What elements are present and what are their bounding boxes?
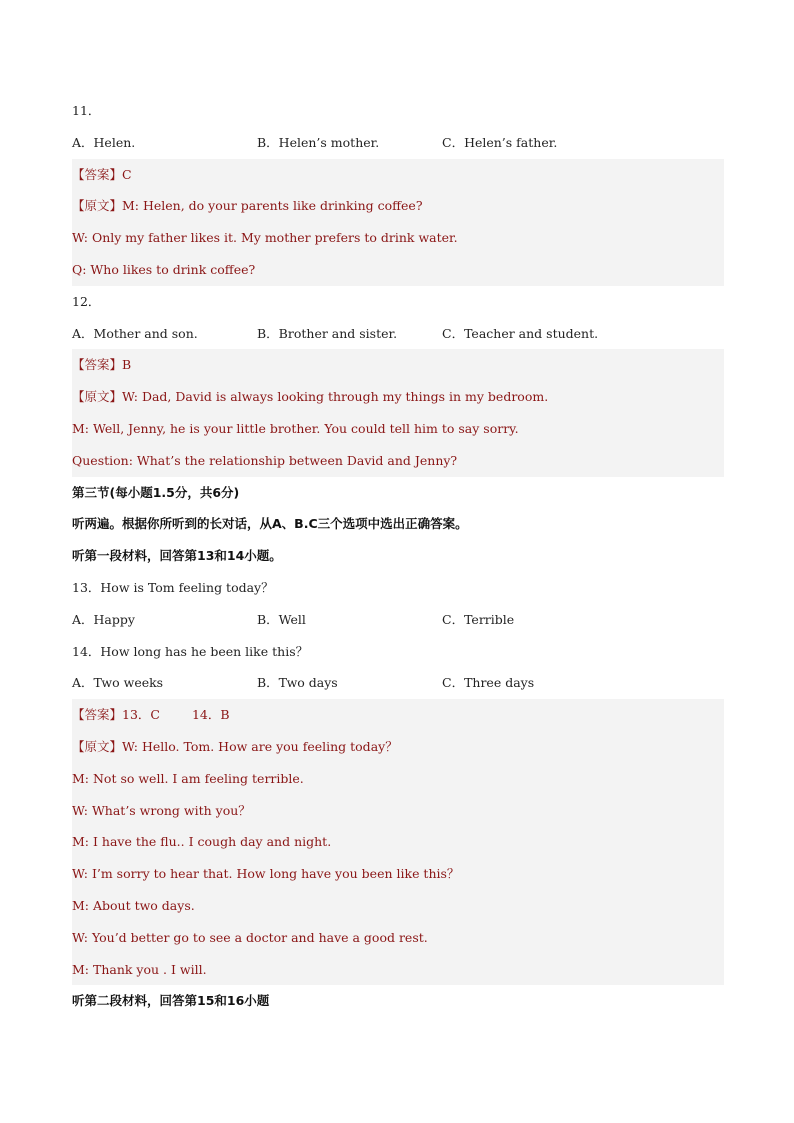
- transcript-line: M: Thank you . I will.: [72, 954, 724, 986]
- question-14: 14．How long has he been like this？: [72, 643, 309, 659]
- answer-14: 14．B: [191, 707, 230, 723]
- material-2-heading: 听第二段材料，回答第15和16小题: [72, 993, 270, 1009]
- answer-13: 【答案】13．C: [72, 707, 160, 723]
- option-c: C．Helen’s father.: [442, 134, 558, 150]
- material-1-heading: 听第一段材料，回答第13和14小题。: [72, 548, 282, 564]
- transcript-line: W: You’d better go to see a doctor and have a good rest.: [72, 922, 724, 954]
- answer-12: 【答案】B: [72, 349, 724, 381]
- transcript-line: W: What’s wrong with you？: [72, 795, 724, 827]
- transcript-line: 【原文】W: Hello. Tom. How are you feeling today？: [72, 731, 724, 763]
- section-instruction: 听两遍。根据你所听到的长对话，从A、B.C三个选项中选出正确答案。: [72, 516, 468, 532]
- answer-13-14: [72, 699, 724, 731]
- transcript-line: W: I’m sorry to hear that. How long have you been like this？: [72, 858, 724, 890]
- transcript-line: Q: Who likes to drink coffee?: [72, 254, 724, 286]
- option-a: A．Happy: [72, 611, 135, 627]
- option-c: C．Teacher and student.: [442, 325, 599, 341]
- question-12-number: 12．: [72, 293, 101, 309]
- question-14-options: [72, 667, 724, 699]
- option-a: A．Helen.: [72, 134, 136, 150]
- option-b: B．Helen’s mother.: [257, 134, 380, 150]
- transcript-line: Question: What’s the relationship between David and Jenny?: [72, 445, 724, 477]
- option-a: A．Mother and son.: [72, 325, 198, 341]
- transcript-line: M: About two days.: [72, 890, 724, 922]
- option-c: C．Terrible: [442, 611, 515, 627]
- answer-11: 【答案】C: [72, 159, 724, 191]
- option-b: B．Brother and sister.: [257, 325, 398, 341]
- transcript-line: 【原文】M: Helen, do your parents like drinking coffee?: [72, 190, 724, 222]
- option-b: B．Well: [257, 611, 306, 627]
- question-11-number: 11．: [72, 103, 101, 118]
- option-b: B．Two days: [257, 675, 338, 691]
- transcript-line: W: Only my father likes it. My mother prefers to drink water.: [72, 222, 724, 254]
- document-page: [72, 95, 724, 1017]
- question-11-options: [72, 127, 724, 159]
- transcript-line: M: Well, Jenny, he is your little brother. You could tell him to say sorry.: [72, 413, 724, 445]
- transcript-line: M: I have the flu.. I cough day and night.: [72, 826, 724, 858]
- section-heading: 第三节(每小题1.5分，共6分): [72, 484, 240, 500]
- option-c: C．Three days: [442, 675, 535, 691]
- question-13: 13．How is Tom feeling today？: [72, 579, 274, 595]
- option-a: A．Two weeks: [72, 675, 164, 691]
- question-12-options: [72, 318, 724, 350]
- question-13-options: [72, 604, 724, 636]
- transcript-line: M: Not so well. I am feeling terrible.: [72, 763, 724, 795]
- transcript-line: 【原文】W: Dad, David is always looking through my things in my bedroom.: [72, 381, 724, 413]
